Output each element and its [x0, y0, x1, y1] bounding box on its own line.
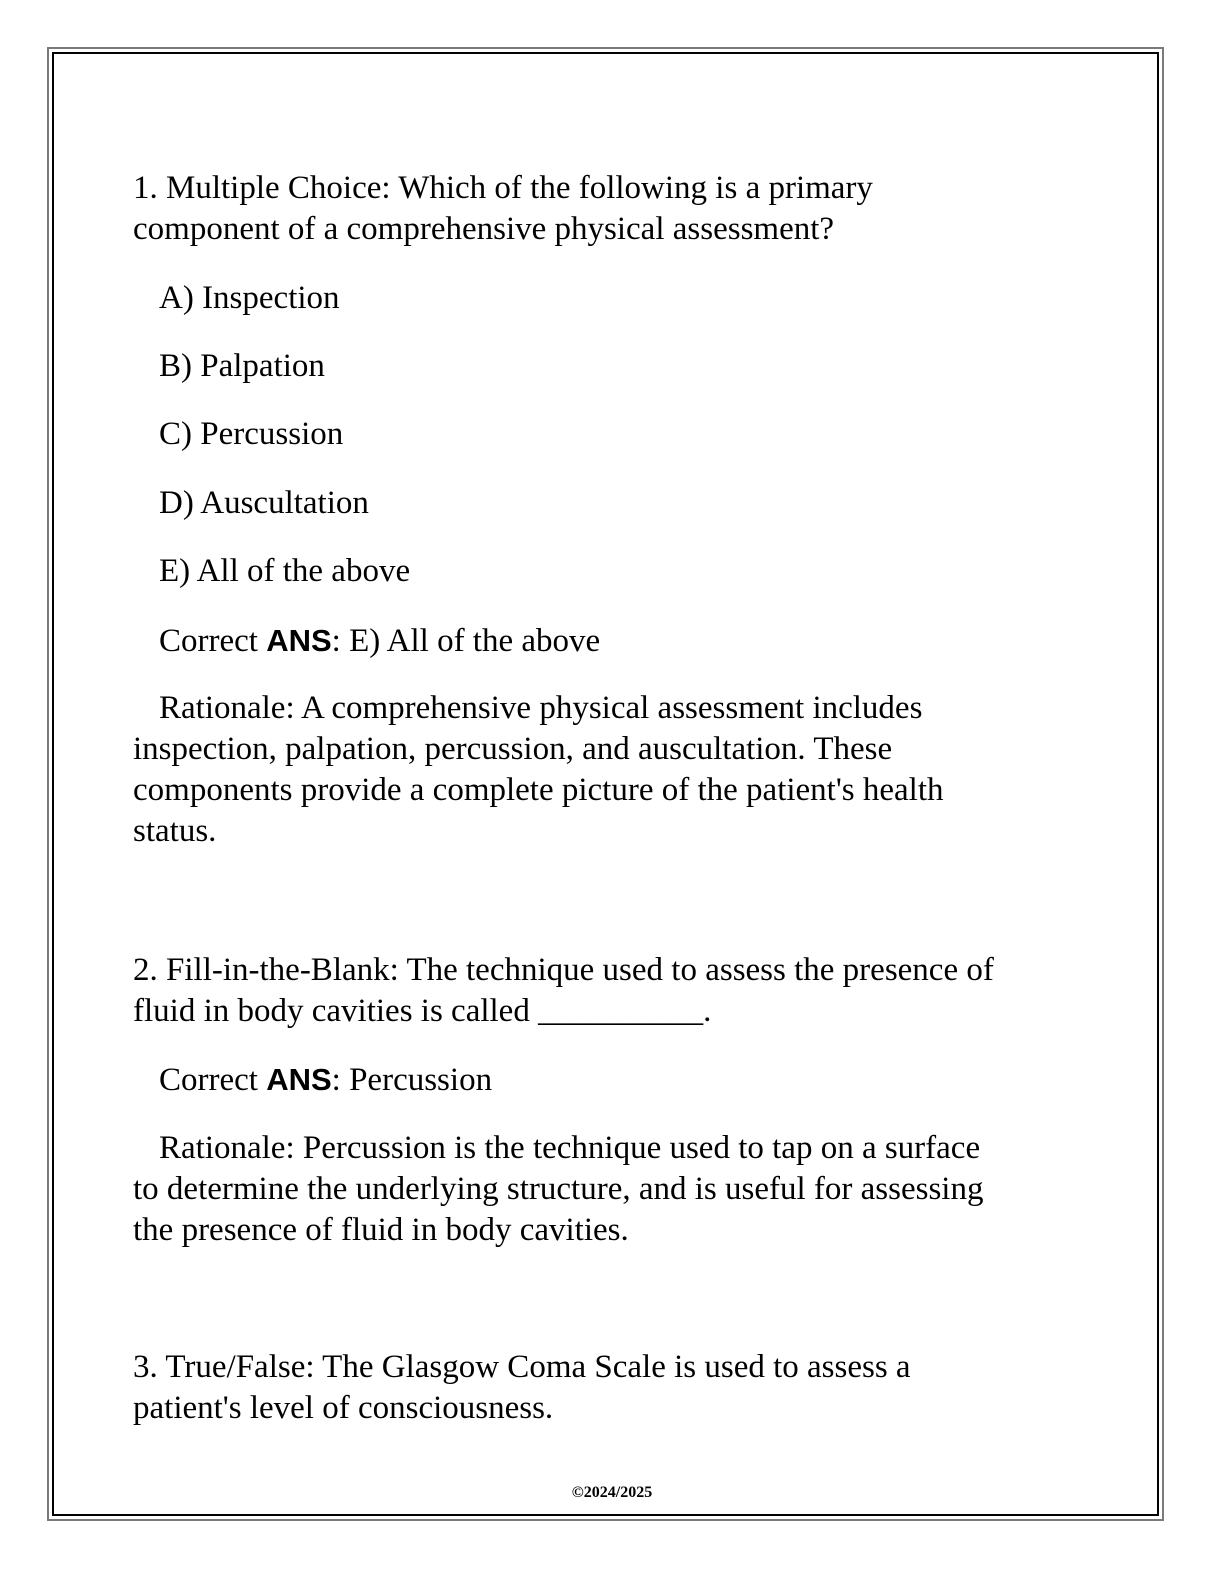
- page-footer-copyright: ©2024/2025: [571, 1484, 653, 1501]
- question-1-option-e: E) All of the above: [159, 553, 411, 589]
- question-2-answer: Correct ANS: Percussion: [159, 1062, 493, 1098]
- answer-keyword: ANS: [266, 623, 332, 658]
- question-2-rationale: Rationale: Percussion is the technique used to tap on a surface to determine the underlying structure, and is useful for assessing the presence of fluid in body cavities.: [133, 1130, 984, 1248]
- question-1-answer: Correct ANS: E) All of the above: [159, 623, 601, 659]
- question-1-option-b: B) Palpation: [159, 348, 325, 384]
- question-1-option-c: C) Percussion: [159, 416, 344, 452]
- question-1-option-a: A) Inspection: [159, 280, 340, 316]
- answer-keyword: ANS: [266, 1062, 332, 1097]
- question-1-rationale: Rationale: A comprehensive physical assessment includes inspection, palpation, percussion, and auscultation. These components provide a complete picture of the patient's health status.: [133, 690, 944, 849]
- question-1-prompt: 1. Multiple Choice: Which of the following is a primary component of a comprehensive physical assessment?: [133, 170, 873, 247]
- question-2-prompt: 2. Fill-in-the-Blank: The technique used to assess the presence of fluid in body cavities is called __________.: [133, 952, 994, 1029]
- question-3-prompt: 3. True/False: The Glasgow Coma Scale is used to assess a patient's level of consciousness.: [133, 1349, 911, 1426]
- question-1-option-d: D) Auscultation: [159, 485, 369, 521]
